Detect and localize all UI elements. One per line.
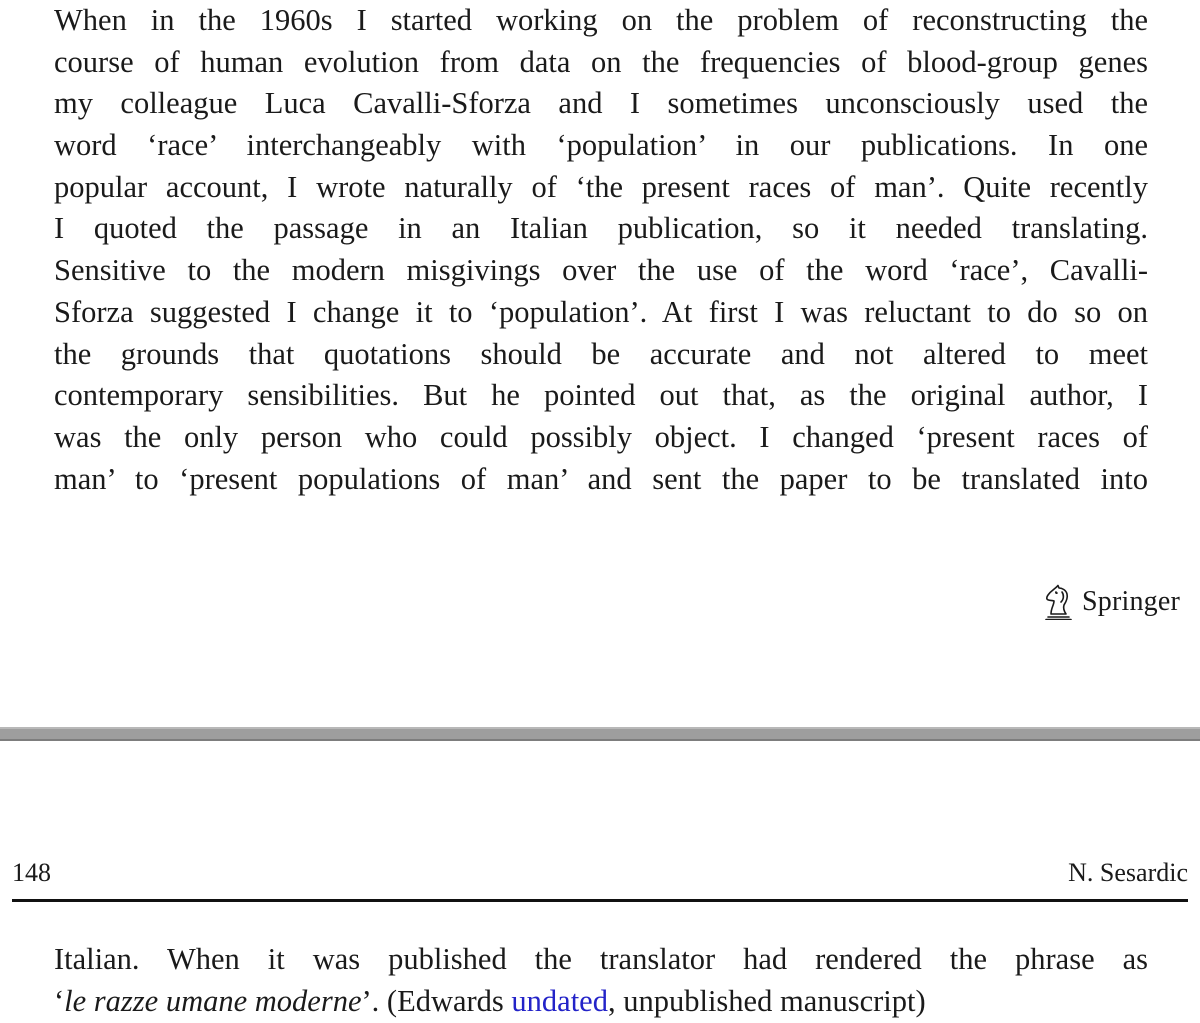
page-separator: [0, 727, 1200, 741]
close-quote-citation: ’. (Edwards: [361, 983, 512, 1018]
continuation-line: Italian. When it was published the translator had rendered the phrase as: [54, 942, 1148, 976]
body-line: Sforza suggested I change it to ‘population’. At first I was reluctant to do so on: [54, 294, 1148, 329]
body-line: I quoted the passage in an Italian publication, so it needed translating.: [54, 211, 1148, 246]
open-quote: ‘: [54, 983, 65, 1018]
body-line: Sensitive to the modern misgivings over the use of the word ‘race’, Cavalli-: [54, 253, 1148, 288]
body-line: was the only person who could possibly object. I changed ‘present races of: [54, 419, 1148, 454]
body-line: popular account, I wrote naturally of ‘the present races of man’. Quite recently: [54, 169, 1148, 204]
body-line: my colleague Luca Cavalli-Sforza and I sometimes unconsciously used the: [54, 86, 1148, 121]
running-head: [12, 855, 1188, 891]
citation-link[interactable]: undated: [511, 983, 608, 1018]
body-line: man’ to ‘present populations of man’ and sent the paper to be translated into: [54, 461, 1148, 496]
citation-rest: , unpublished manuscript): [607, 983, 926, 1018]
body-line: the grounds that quotations should be accurate and not altered to meet: [54, 336, 1148, 371]
running-author: N. Sesardic: [1068, 858, 1188, 887]
springer-horse-icon: [1042, 584, 1074, 620]
page-number: 148: [12, 858, 51, 887]
continuation-line-last: [54, 981, 1148, 1023]
italic-phrase: le razze umane moderne: [64, 983, 362, 1018]
body-line: When in the 1960s I started working on the problem of reconstructing the: [54, 3, 1148, 37]
body-line: course of human evolution from data on the frequencies of blood-group genes: [54, 44, 1148, 79]
body-paragraph: [54, 0, 1148, 500]
publisher-name: Springer: [1082, 586, 1181, 617]
header-rule: [12, 899, 1188, 902]
continuation-paragraph: [54, 939, 1148, 1022]
springer-logo: [1042, 584, 1180, 620]
body-line: word ‘race’ interchangeably with ‘population’ in our publications. In one: [54, 128, 1148, 163]
body-line: contemporary sensibilities. But he pointed out that, as the original author, I: [54, 378, 1148, 413]
